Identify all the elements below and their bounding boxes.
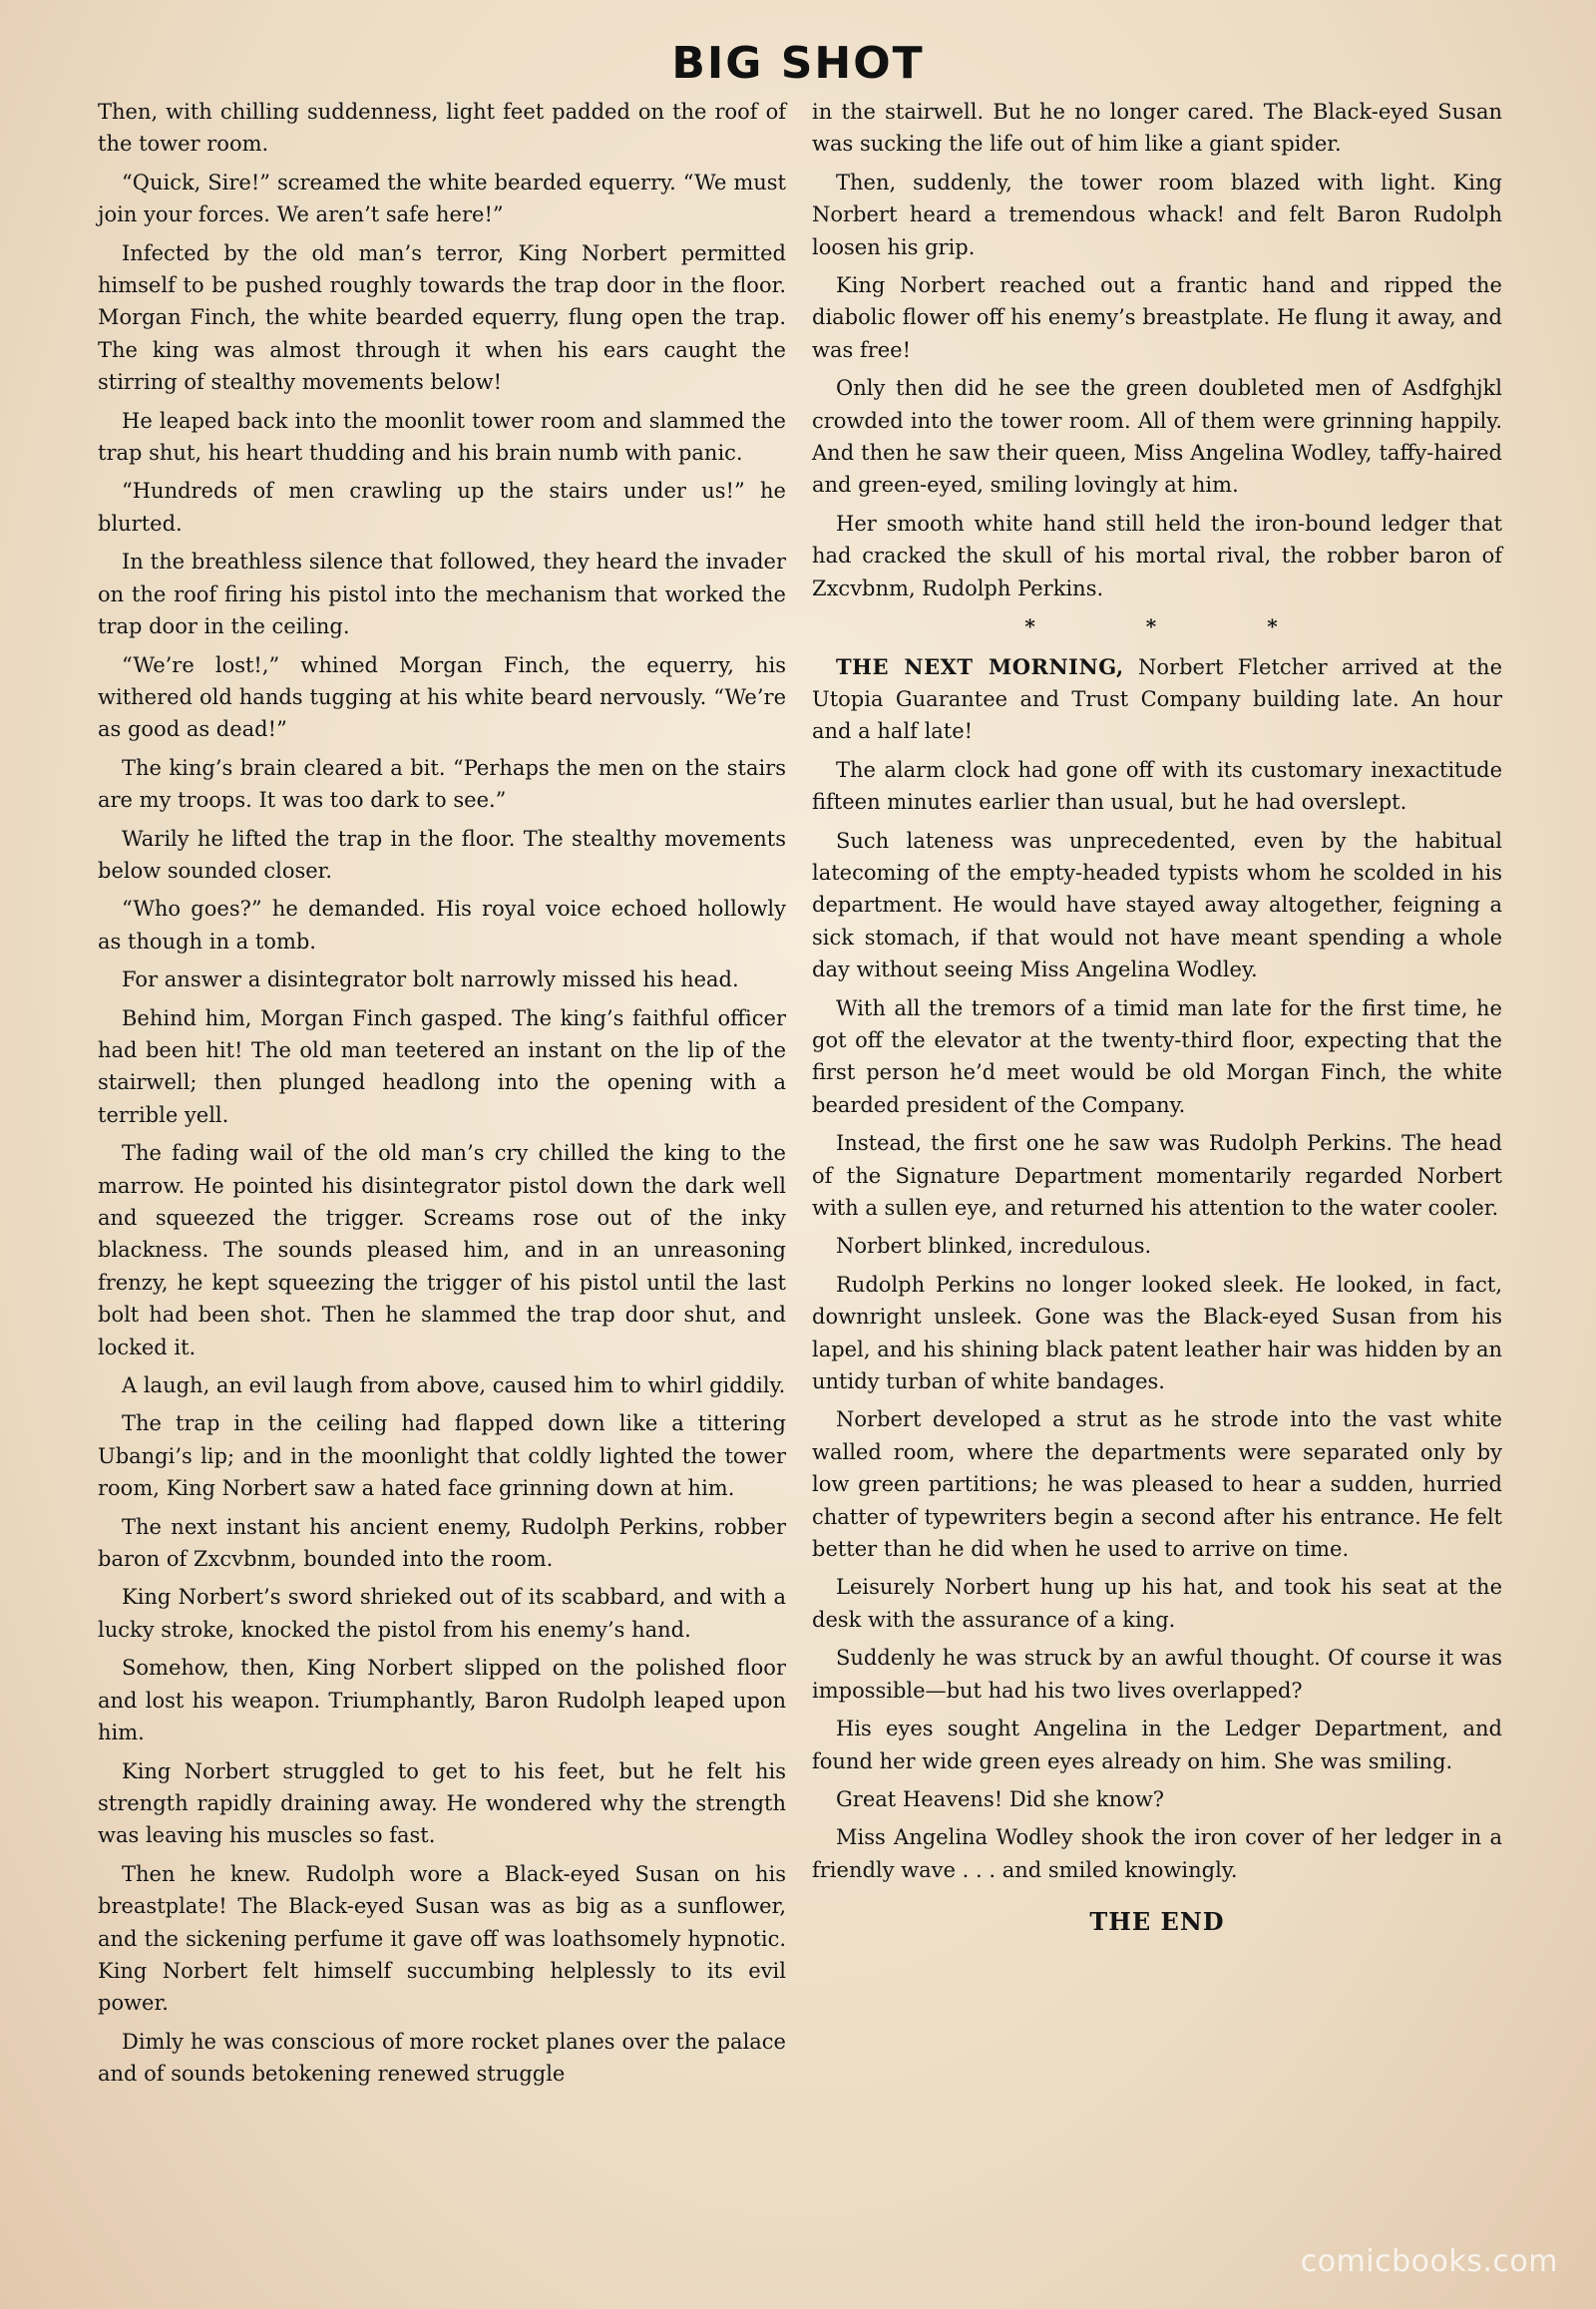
paragraph: Miss Angelina Wodley shook the iron cover of her ledger in a friendly wave . . . and smiled knowingly. (812, 1825, 1502, 1882)
paragraph: Instead, the first one he saw was Rudolph Perkins. The head of the Signature Department momentarily regarded Norbert with a sullen eye, and returned his attention to the water cooler. (812, 1131, 1502, 1220)
paragraph: The alarm clock had gone off with its customary inexactitude fifteen minutes earlier than usual, but he had overslept. (812, 757, 1502, 815)
section-separator: * * * (1024, 614, 1330, 639)
paragraph: Norbert blinked, incredulous. (836, 1234, 1152, 1259)
paragraph: The fading wail of the old man’s cry chilled the king to the marrow. He pointed his disintegrator pistol down the dark well and squeezed the trigger. Screams rose out of the inky blackness. The sounds pleased him, and in an unreasoning frenzy, he kept squeezing the trigger of his pistol until the last bolt had been shot. Then he slammed the trap door shut, and locked it. (98, 1141, 786, 1359)
paragraph: Only then did he see the green doubleted men of Asdfghjkl crowded into the tower room. All of them were grinning happily. And then he saw their queen, Miss Angelina Wodley, taffy-haired and green-eyed, smiling lovingly at him. (812, 376, 1502, 498)
paragraph: Great Heavens! Did she know? (836, 1786, 1165, 1811)
right-column (812, 96, 1502, 1939)
paragraph: For answer a disintegrator bolt narrowly missed his head. (122, 967, 739, 992)
paragraph: Then, suddenly, the tower room blazed with light. King Norbert heard a tremendous whack! and felt Baron Rudolph loosen his grip. (812, 170, 1502, 259)
paragraph-next-morning (812, 651, 1502, 748)
paragraph: Rudolph Perkins no longer looked sleek. He looked, in fact, downright unsleek. Gone was the Black-eyed Susan from his lapel, and his shining black patent leather hair was hidden by an untidy turban of white bandages. (812, 1272, 1502, 1394)
paragraph: Norbert developed a strut as he strode into the vast white walled room, where the departments were separated only by low green partitions; he was pleased to hear a sudden, hurried chatter of typewriters begin a second after his entrance. He felt better than he did when he used to arrive on time. (812, 1407, 1502, 1562)
paragraph: “Hundreds of men crawling up the stairs under us!” he blurted. (98, 479, 786, 536)
paragraph: The king’s brain cleared a bit. “Perhaps the men on the stairs are my troops. It was too dark to see.” (98, 755, 786, 813)
paragraph: A laugh, an evil laugh from above, caused him to whirl giddily. (122, 1373, 786, 1398)
the-end-label: THE END (1089, 1907, 1225, 1937)
paragraph: “We’re lost!,” whined Morgan Finch, the equerry, his withered old hands tugging at his white beard nervously. “We’re as good as dead!” (98, 652, 786, 742)
paragraph: “Quick, Sire!” screamed the white bearded equerry. “We must join your forces. We aren’t safe here!” (98, 170, 786, 227)
paragraph: Infected by the old man’s terror, King Norbert permitted himself to be pushed roughly towards the trap door in the floor. Morgan Finch, the white bearded equerry, flung open the trap. The king was almost through it when his ears caught the stirring of stealthy movements below! (98, 240, 786, 395)
left-column (98, 96, 786, 2097)
paragraph: Warily he lifted the trap in the floor. The stealthy movements below sounded closer. (98, 826, 786, 883)
paragraph: Her smooth white hand still held the iron-bound ledger that had cracked the skull of his mortal rival, the robber baron of Zxcvbnm, Rudolph Perkins. (812, 511, 1502, 600)
paragraph: King Norbert’s sword shrieked out of its scabbard, and with a lucky stroke, knocked the pistol from his enemy’s hand. (98, 1585, 786, 1642)
paragraph: Such lateness was unprecedented, even by the habitual latecoming of the empty-headed typists whom he scolded in his department. He would have stayed away altogether, feigning a sick stomach, if that would not have meant spending a whole day without seeing Miss Angelina Wodley. (812, 828, 1502, 982)
page-title: BIG SHOT (671, 38, 925, 89)
paragraph: With all the tremors of a timid man late for the first time, he got off the elevator at the twenty-third floor, expecting that the first person he’d meet would be old Morgan Finch, the white bearded president of the Company. (812, 995, 1502, 1117)
section-lead-text: Norbert Fletcher arrived at the Utopia Guarantee and Trust Company building late. An hour and a half late! (812, 654, 1502, 744)
paragraph: King Norbert reached out a frantic hand and ripped the diabolic flower off his enemy’s breastplate. He flung it away, and was free! (812, 273, 1502, 362)
watermark: comicbooks.com (1300, 2244, 1558, 2279)
paragraph: in the stairwell. But he no longer cared. The Black-eyed Susan was sucking the life out of him like a giant spider. (812, 100, 1502, 157)
paragraph: He leaped back into the moonlit tower room and slammed the trap shut, his heart thudding and his brain numb with panic. (98, 408, 786, 466)
paragraph: In the breathless silence that followed, they heard the invader on the roof firing his pistol into the mechanism that worked the trap door in the ceiling. (98, 550, 786, 639)
paragraph: Behind him, Morgan Finch gasped. The king’s faithful officer had been hit! The old man teetered an instant on the lip of the stairwell; then plunged headlong into the opening with a terrible yell. (98, 1005, 786, 1127)
paragraph: Somehow, then, King Norbert slipped on the polished floor and lost his weapon. Triumphantly, Baron Rudolph leaped upon him. (98, 1656, 786, 1745)
paragraph: The next instant his ancient enemy, Rudolph Perkins, robber baron of Zxcvbnm, bounded into the room. (98, 1514, 786, 1572)
paragraph: The trap in the ceiling had flapped down like a tittering Ubangi’s lip; and in the moonlight that coldly lighted the tower room, King Norbert saw a hated face grinning down at him. (98, 1411, 786, 1501)
paragraph: Then he knew. Rudolph wore a Black-eyed Susan on his breastplate! The Black-eyed Susan was as big as a sunflower, and the sickening perfume it gave off was loathsomely hypnotic. King Norbert felt himself succumbing helplessly to its evil power. (98, 1861, 786, 2016)
paragraph: Then, with chilling suddenness, light feet padded on the roof of the tower room. (98, 100, 786, 157)
section-lead: THE NEXT MORNING, (836, 653, 1124, 679)
paragraph: Leisurely Norbert hung up his hat, and took his seat at the desk with the assurance of a king. (812, 1575, 1502, 1632)
paragraph: His eyes sought Angelina in the Ledger Department, and found her wide green eyes already on him. She was smiling. (812, 1717, 1502, 1773)
paragraph: Dimly he was conscious of more rocket planes over the palace and of sounds betokening renewed struggle (98, 2029, 786, 2087)
paragraph: King Norbert struggled to get to his feet, but he felt his strength rapidly draining away. He wondered why the strength was leaving his muscles so fast. (98, 1758, 786, 1848)
paragraph: Suddenly he was struck by an awful thought. Of course it was impossible—but had his two lives overlapped? (812, 1646, 1502, 1703)
paragraph: “Who goes?” he demanded. His royal voice echoed hollowly as though in a tomb. (98, 897, 786, 954)
